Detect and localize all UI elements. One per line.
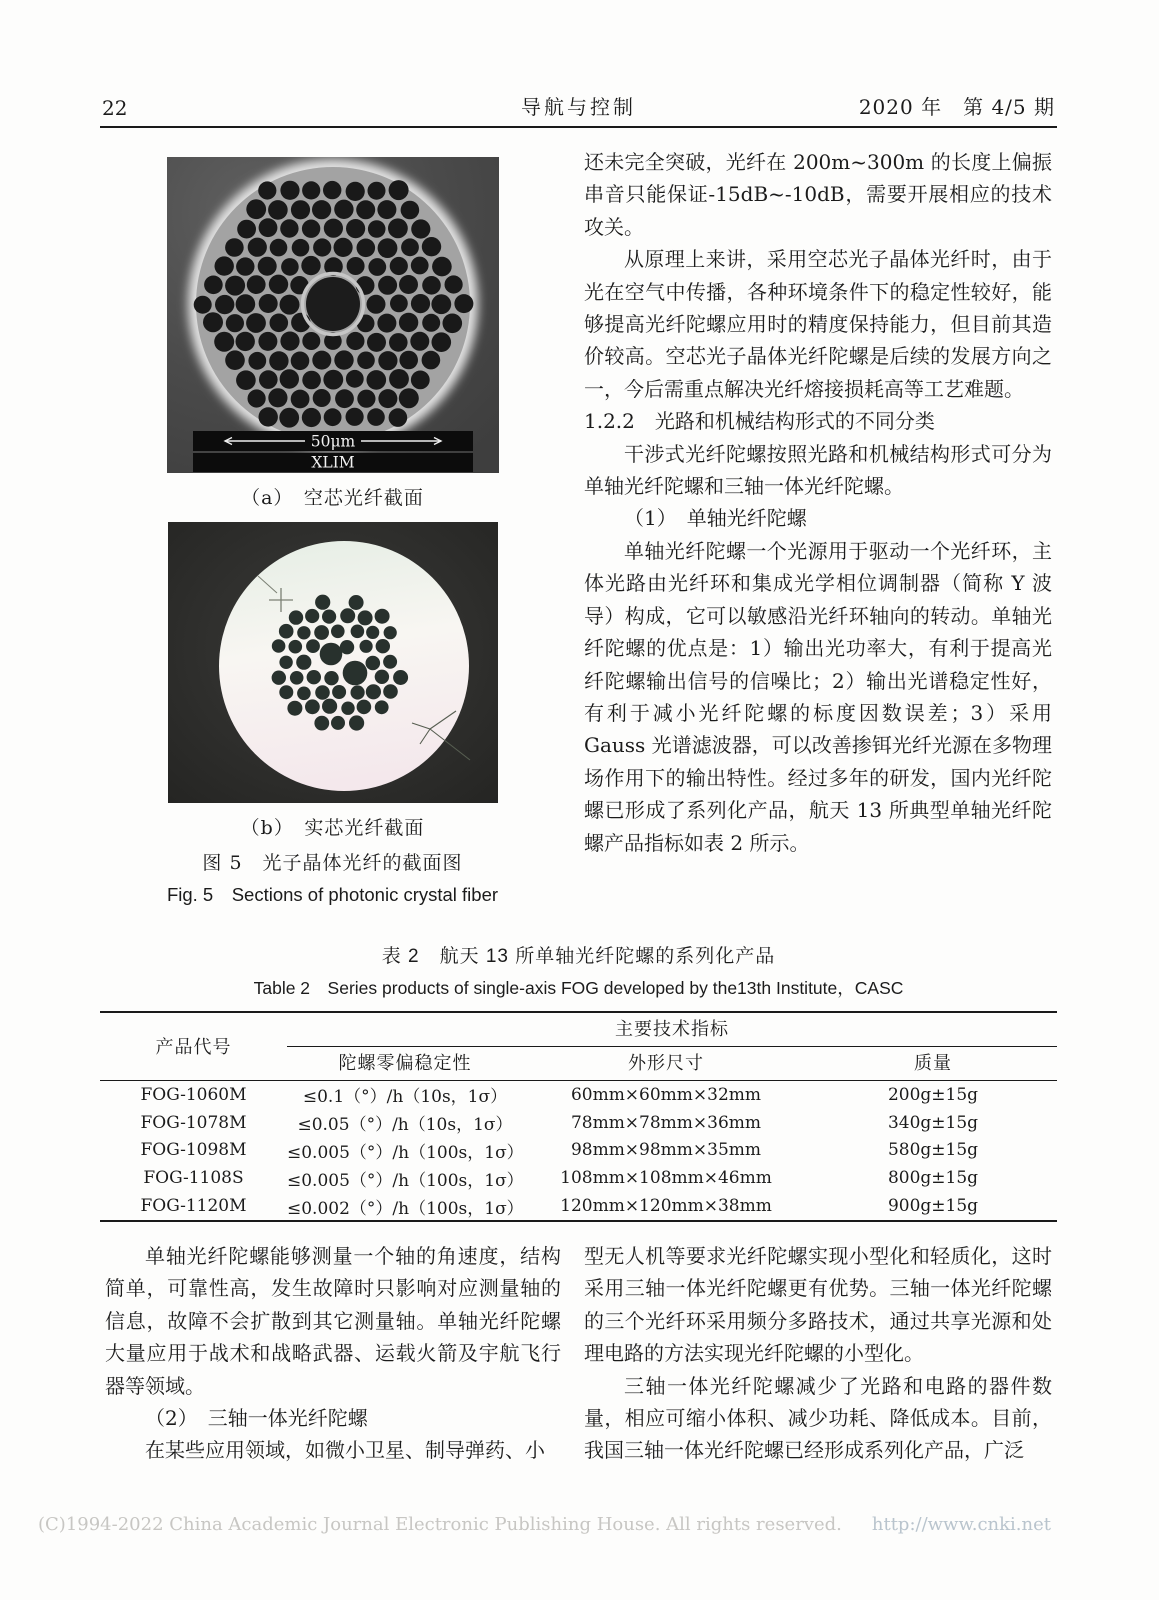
figure-b-photo-image [168,522,498,803]
list-item-heading: （2） 三轴一体光纤陀螺 [145,1406,368,1431]
cell-size: 98mm×98mm×35mm [570,1140,762,1161]
page-footer [38,1514,1128,1535]
section-heading-1-2-2: 1.2.2 光路和机械结构形式的不同分类 [584,409,935,434]
body-paragraph: 单轴光纤陀螺能够测量一个轴的角速度，结构简单，可靠性高，发生故障时只影响对应测量轴的信息，故障不会扩散到其它测量轴。单轴光纤陀螺大量应用于战术和战略武器、运载火箭及宇航飞行器等领域。 [105,1244,561,1398]
table-row [100,1081,1057,1109]
table-header-size: 外形尺寸 [628,1053,704,1074]
hollow-core [306,277,360,331]
body-paragraph: 还未完全突破，光纤在 200m~300m 的长度上偏振串音只能保证-15dB~-10dB，需要开展相应的技术攻关。 [584,150,1052,239]
cell-product: FOG-1098M [140,1140,247,1161]
cell-mass: 580g±15g [887,1140,979,1161]
body-paragraph: 干涉式光纤陀螺按照光路和机械结构形式可分为单轴光纤陀螺和三轴一体光纤陀螺。 [584,441,1052,499]
issue-info: 2020 年 第 4/5 期 [858,95,1055,119]
body-paragraph: 三轴一体光纤陀螺减少了光路和电路的器件数量，相应可缩小体积、减少功耗、降低成本。目前，我国三轴一体光纤陀螺已经形成系列化产品，广泛 [584,1373,1052,1463]
bottom-right-column [584,1240,1052,1467]
cell-product: FOG-1078M [140,1112,247,1133]
cell-bias: ≤0.002（°）/h（100s，1σ） [287,1198,524,1219]
table-row [100,1164,1057,1192]
cell-product: FOG-1120M [140,1196,247,1217]
body-paragraph: 从原理上来讲，采用空芯光子晶体光纤时，由于光在空气中传播，各种环境条件下的稳定性较好，能够提高光纤陀螺应用时的精度保持能力，但目前其造价较高。空芯光子晶体光纤陀螺是后续的发展方向之一，今后需重点解决光纤熔接损耗高等工艺难题。 [584,247,1052,401]
table-title-en: Table 2 Series products of single-axis FOG developed by the13th Institute，CASC [253,978,904,998]
table-header-mass: 质量 [914,1053,952,1074]
list-item-heading: （1） 单轴光纤陀螺 [624,506,807,531]
table-2 [100,1011,1057,1222]
bottom-left-column [105,1240,561,1467]
figure-caption-zh: 图 5 光子晶体光纤的截面图 [202,852,463,874]
footer-url: http://www.cnki.net [871,1514,1051,1535]
cell-mass: 340g±15g [887,1112,979,1133]
table-row [100,1192,1057,1220]
cell-bias: ≤0.1（°）/h（10s，1σ） [302,1087,508,1108]
table-2-block [100,941,1057,1222]
caption-b: （b） 实芯光纤截面 [240,817,425,839]
cell-mass: 200g±15g [887,1084,979,1105]
right-text-column [584,146,1052,859]
scale-bar-label: 50μm [310,432,355,451]
lab-label: XLIM [310,453,355,472]
page-header [100,88,1057,128]
cell-size: 108mm×108mm×46mm [560,1168,772,1189]
table-header [100,1013,1057,1081]
figure-a-sem-image [167,157,499,473]
cell-product: FOG-1060M [140,1084,247,1105]
figure-caption-en: Fig. 5 Sections of photonic crystal fiber [166,884,499,905]
table-row [100,1109,1057,1137]
table-header-product: 产品代号 [155,1037,232,1058]
cell-size: 120mm×120mm×38mm [560,1196,772,1217]
cell-size: 78mm×78mm×36mm [570,1112,762,1133]
body-paragraph: 型无人机等要求光纤陀螺实现小型化和轻质化，这时采用三轴一体光纤陀螺更有优势。三轴一体光纤陀螺的三个光纤环采用频分多路技术，通过共享光源和处理电路的方法实现光纤陀螺的小型化。 [584,1244,1052,1366]
journal-name: 导航与控制 [521,95,636,119]
cell-size: 60mm×60mm×32mm [570,1084,762,1105]
cell-bias: ≤0.005（°）/h（100s，1σ） [287,1170,524,1191]
table-title-zh: 表 2 航天 13 所单轴光纤陀螺的系列化产品 [381,946,776,967]
table-header-main: 主要技术指标 [287,1013,1057,1047]
cell-bias: ≤0.005（°）/h（100s，1σ） [287,1142,524,1163]
page-number: 22 [102,96,128,120]
fiber-face [219,541,469,791]
caption-a: （a） 空芯光纤截面 [241,487,424,509]
table-row [100,1137,1057,1165]
figure-column [105,157,560,906]
cell-product: FOG-1108S [143,1168,244,1189]
table-header-bias: 陀螺零偏稳定性 [338,1053,472,1074]
cell-mass: 800g±15g [887,1168,979,1189]
body-paragraph: 单轴光纤陀螺一个光源用于驱动一个光纤环，主体光路由光纤环和集成光学相位调制器（简称 Y 波导）构成，它可以敏感沿光纤环轴向的转动。单轴光纤陀螺的优点是：1）输出光功率大，有利于提高光纤陀螺输出信号的信噪比；2）输出光谱稳定性好，有利于减小光纤陀螺的标度因数误差；3）采用 Gauss 光谱滤波器，可以改善掺铒光纤光源在多物理场作用下的输出特性。经过多年的研发，国内光纤陀螺已形成了系列化产品，航天 13 所典型单轴光纤陀螺产品指标如表 2 所示。 [584,538,1052,855]
footer-copyright: (C)1994-2022 China Academic Journal Electronic Publishing House. All rights reserved. [38,1514,842,1535]
body-paragraph: 在某些应用领域，如微小卫星、制导弹药、小 [145,1438,545,1463]
cell-bias: ≤0.05（°）/h（10s，1σ） [297,1115,513,1136]
cell-mass: 900g±15g [887,1196,979,1217]
